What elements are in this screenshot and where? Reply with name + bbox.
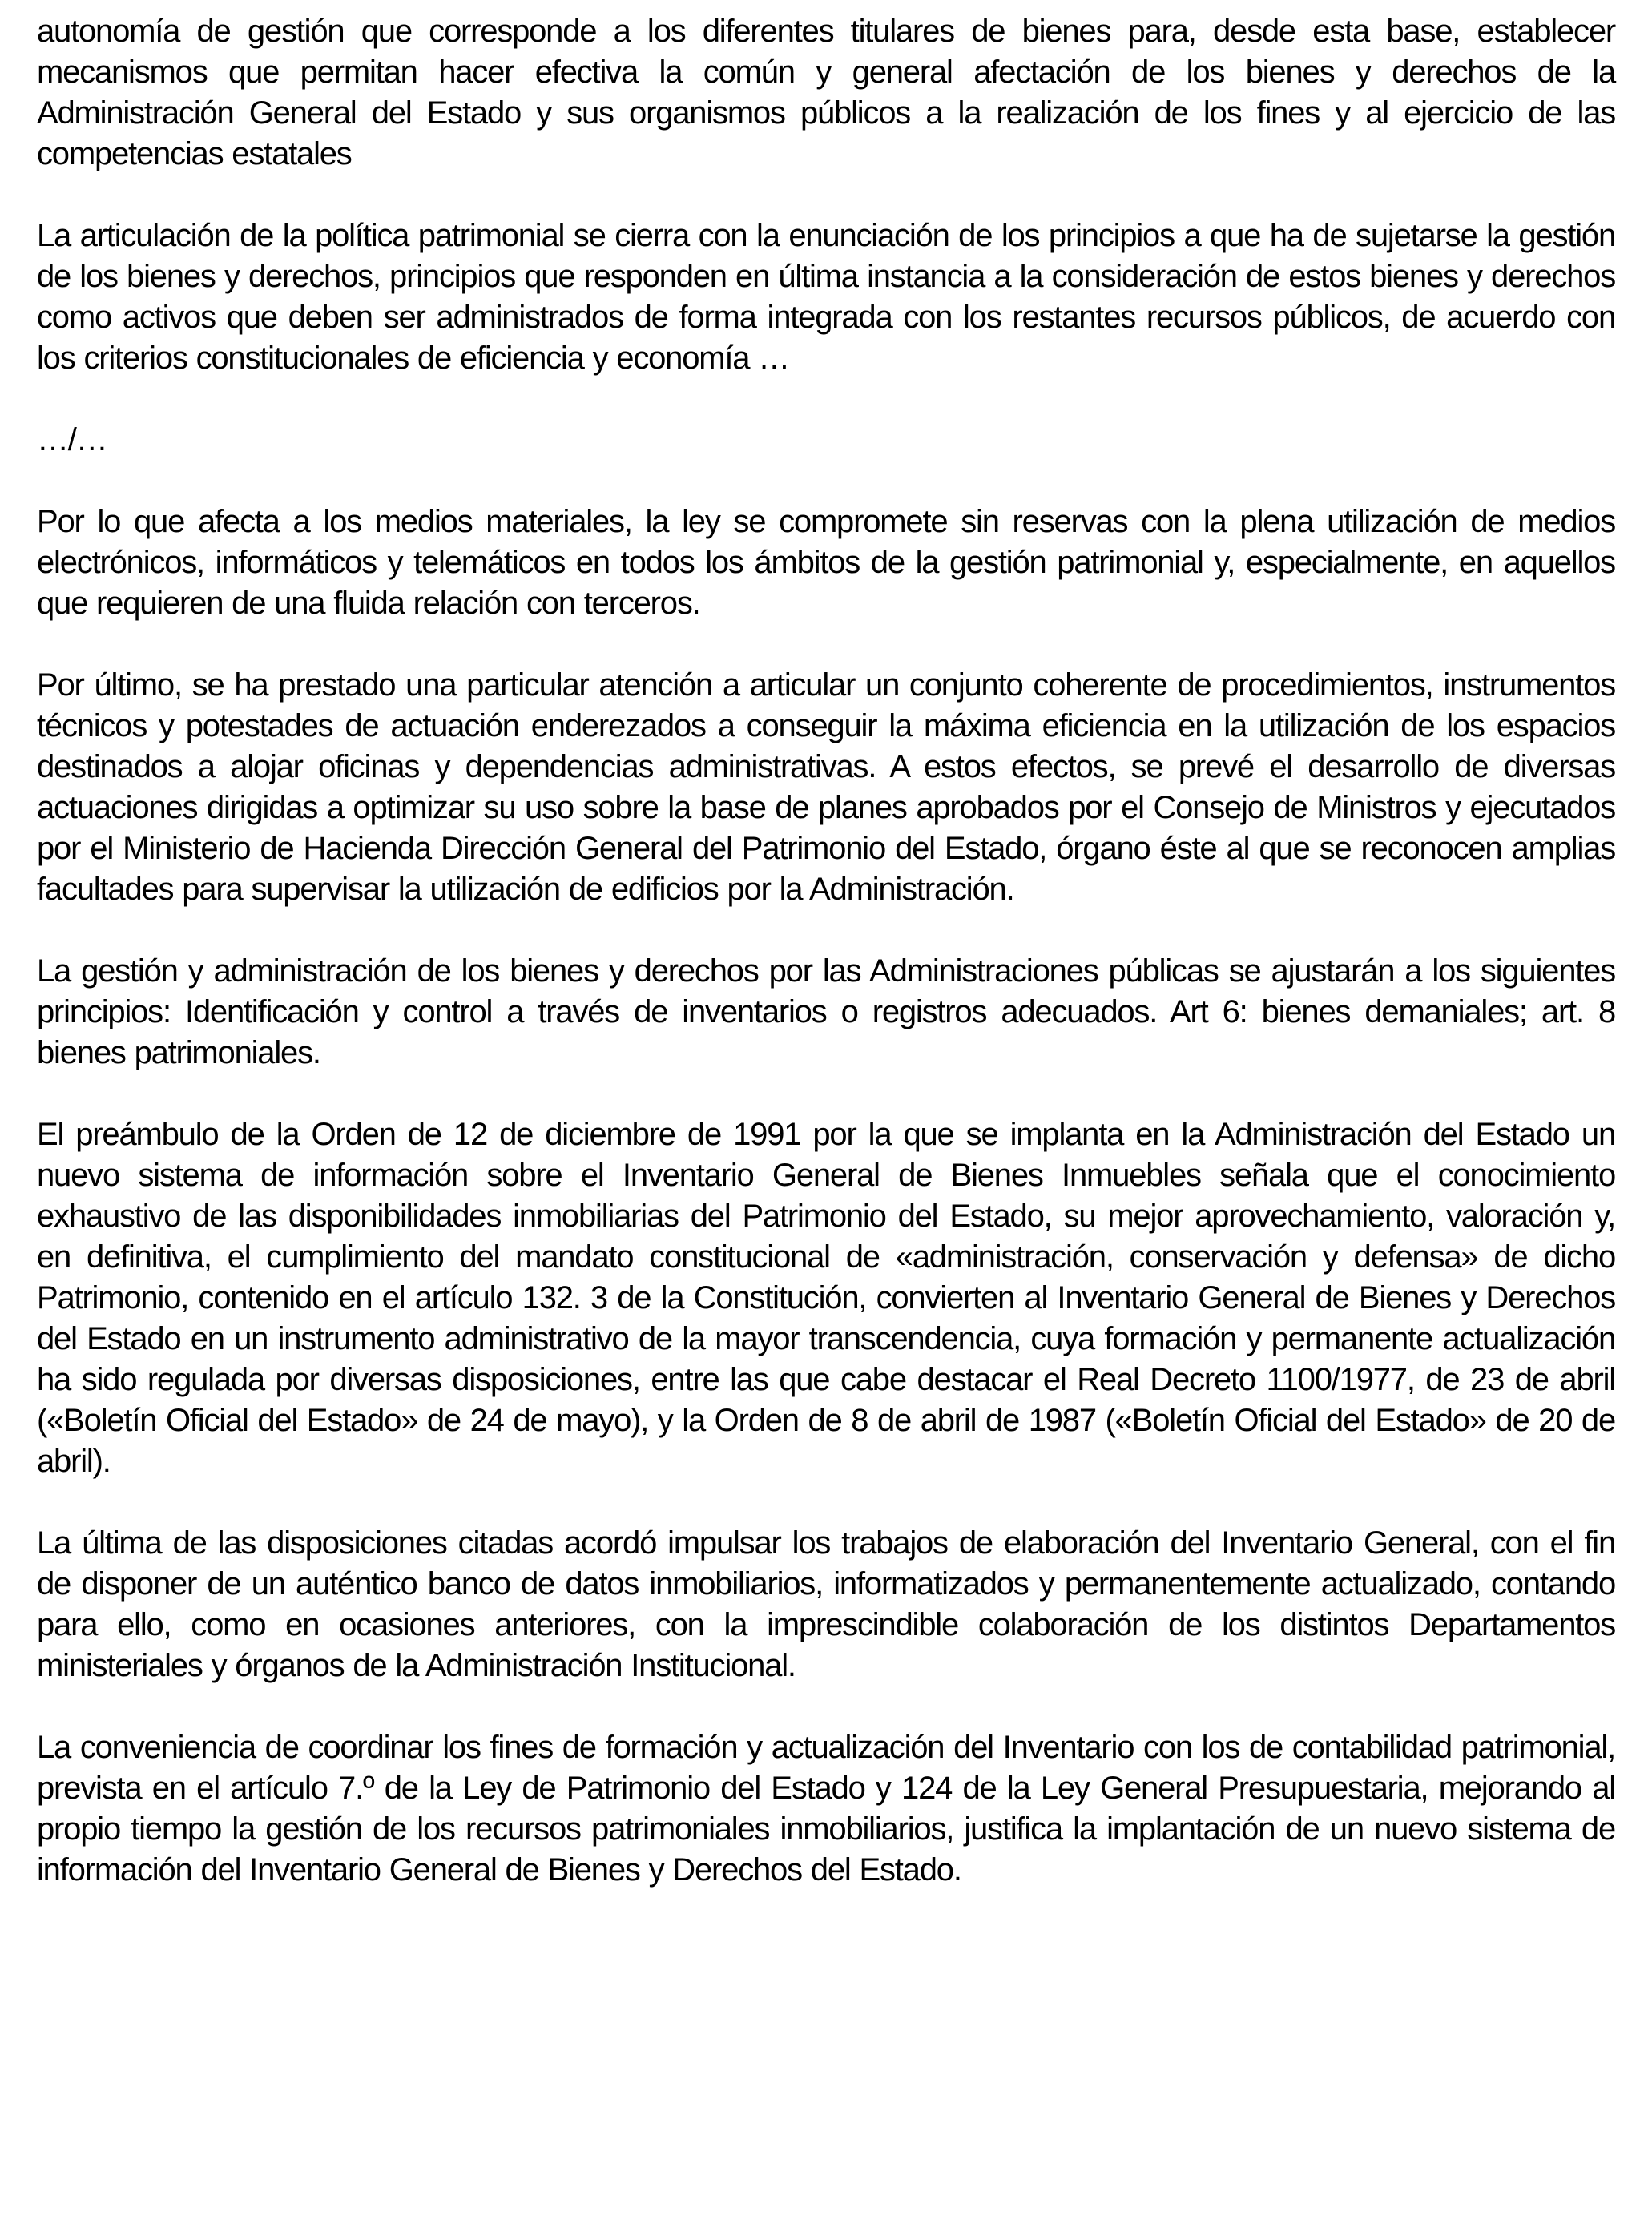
ellipsis-separator: …/… — [37, 422, 107, 457]
paragraph-autonomia: autonomía de gestión que corresponde a los diferentes titulares de bienes para, desde esta base, establecer mecanismos que permitan hacer efectiva la común y general afectación de los bienes y derechos de la Administración General del Estado y sus organismos públicos a la realización de los fines y al ejercicio de las competencias estatales — [37, 14, 1615, 171]
paragraph-conveniencia: La conveniencia de coordinar los fines de formación y actualización del Inventario con los de contabilidad patrimonial, prevista en el artículo 7.º de la Ley de Patrimonio del Estado y 124 de la Ley General Presupuestaria, mejorando al propio tiempo la gestión de los recursos patrimoniales inmobiliarios, justifica la implantación de un nuevo sistema de información del Inventario General de Bienes y Derechos del Estado. — [37, 1730, 1615, 1888]
paragraph-por-ultimo: Por último, se ha prestado una particular atención a articular un conjunto coherente de procedimientos, instrumentos técnicos y potestades de actuación enderezados a conseguir la máxima eficiencia en la utilización de los espacios destinados a alojar oficinas y dependencias administrativas. A estos efectos, se prevé el desarrollo de diversas actuaciones dirigidas a optimizar su uso sobre la base de planes aprobados por el Consejo de Ministros y ejecutados por el Ministerio de Hacienda Dirección General del Patrimonio del Estado, órgano éste al que se reconocen amplias facultades para supervisar la utilización de edificios por la Administración. — [37, 667, 1615, 907]
paragraph-articulacion-politica: La articulación de la política patrimonial se cierra con la enunciación de los principios a que ha de sujetarse la gestión de los bienes y derechos, principios que responden en última instancia a la consideración de estos bienes y derechos como activos que deben ser administrados de forma integrada con los restantes recursos públicos, de acuerdo con los criterios constitucionales de eficiencia y economía … — [37, 218, 1615, 376]
paragraph-medios-materiales: Por lo que afecta a los medios materiales, la ley se compromete sin reservas con la plena utilización de medios electrónicos, informáticos y telemáticos en todos los ámbitos de la gestión patrimonial y, especialmente, en aquellos que requieren de una fluida relación con terceros. — [37, 504, 1615, 621]
paragraph-preambulo-orden: El preámbulo de la Orden de 12 de diciembre de 1991 por la que se implanta en la Administración del Estado un nuevo sistema de información sobre el Inventario General de Bienes Inmuebles señala que el conocimiento exhaustivo de las disponibilidades inmobiliarias del Patrimonio del Estado, su mejor aprovechamiento, valoración y, en definitiva, el cumplimiento del mandato constitucional de «administración, conservación y defensa» de dicho Patrimonio, contenido en el artículo 132. 3 de la Constitución, convierten al Inventario General de Bienes y Derechos del Estado en un instrumento administrativo de la mayor transcendencia, cuya formación y permanente actualización ha sido regulada por diversas disposiciones, entre las que cabe destacar el Real Decreto 1100/1977, de 23 de abril («Boletín Oficial del Estado» de 24 de mayo), y la Orden de 8 de abril de 1987 («Boletín Oficial del Estado» de 20 de abril). — [37, 1117, 1615, 1479]
paragraph-ultima-disposicion: La última de las disposiciones citadas acordó impulsar los trabajos de elaboración del Inventario General, con el fin de disponer de un auténtico banco de datos inmobiliarios, informatizados y permanentemente actualizado, contando para ello, como en ocasiones anteriores, con la imprescindible colaboración de los distintos Departamentos ministeriales y órganos de la Administración Institucional. — [37, 1525, 1615, 1683]
document-page — [37, 11, 1615, 1932]
paragraph-principios-gestion: La gestión y administración de los bienes y derechos por las Administraciones públicas se ajustarán a los siguientes principios: Identificación y control a través de inventarios o registros adecuados. Art 6: bienes demaniales; art. 8 bienes patrimoniales. — [37, 953, 1615, 1070]
